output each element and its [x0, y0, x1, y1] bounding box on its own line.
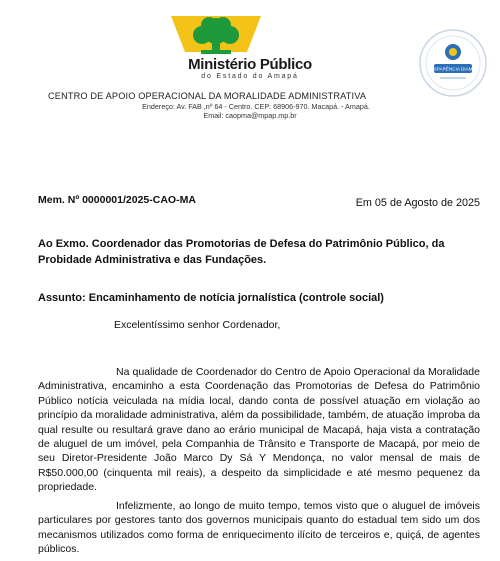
transparency-seal-icon	[418, 28, 488, 98]
subject-label: Assunto:	[38, 292, 86, 304]
body-paragraph-2: Infelizmente, ao longo de muito tempo, temos visto que o aluguel de imóveis particulares por gestores tanto dos governos municipais quanto do estadual tem sido um dos mecanismos utilizados como forma de enriquecimento ilícito de terceiros e, quiçá, de agentes públicos.	[38, 500, 480, 556]
body-paragraph-1: Na qualidade de Coordenador do Centro de Apoio Operacional da Moralidade Administrativa, encaminho a esta Coordenação das Promotorias de Defesa do Patrimônio Público notícia veiculada na mídia local, dando conta de possível atuação em violação ao princípio da moralidade administrativa, além da possibilidade, também, de atuação ímproba da qual resulte ou resultará grave dano ao erário municipal de Macapá, haja vista a contratação de aluguel de um imóvel, pela Companhia de Trânsito e Transporte de Macapá, por meio de seu Diretor-Presidente João Marco Dy Sá Y Mendonça, no valor mensal de mais de R$50.000,00 (cinquenta mil reais), a despeito da simplicidade e até mesmo pequenez da propriedade.	[38, 366, 480, 494]
subject-text: Encaminhamento de notícia jornalística (controle social)	[85, 292, 384, 304]
brand-name: Ministério Público	[188, 56, 312, 73]
memo-date: Em 05 de Agosto de 2025	[355, 197, 480, 209]
email: Email: caopma@mpap.mp.br	[203, 111, 297, 120]
subject-line	[38, 291, 384, 306]
recipient: Ao Exmo. Coordenador das Promotorias de Defesa do Patrimônio Público, da Probidade Administrativa e das Fundações.	[38, 238, 445, 266]
greeting: Excelentíssimo senhor Cordenador,	[114, 319, 281, 331]
center-name: CENTRO DE APOIO OPERACIONAL DA MORALIDADE ADMINISTRATIVA	[48, 91, 367, 101]
seal-label: TRANSPARÊNCIA DIAMANTE	[421, 66, 485, 72]
memo-number: Mem. Nº 0000001/2025-CAO-MA	[38, 194, 196, 206]
address: Endereço: Av. FAB ,nº 64 - Centro. CEP: 68906-970. Macapá. - Amapá.	[142, 102, 370, 111]
brand-subtitle: do Estado do Amapá	[201, 73, 299, 80]
